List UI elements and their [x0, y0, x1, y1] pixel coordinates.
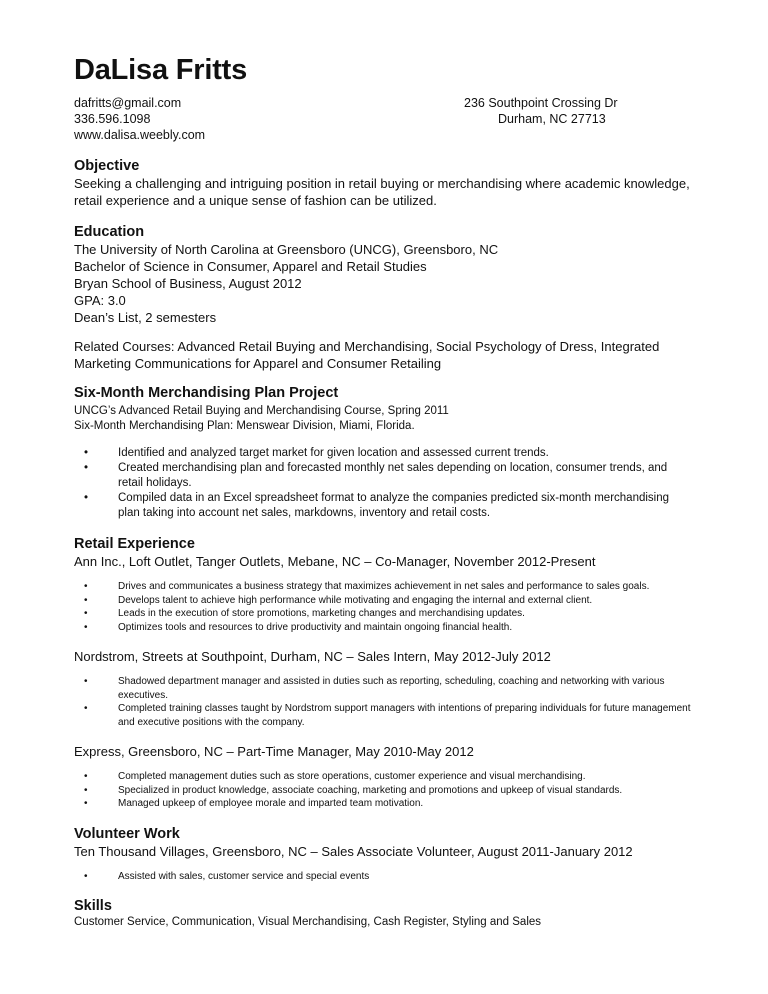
- education-line: The University of North Carolina at Greensboro (UNCG), Greensboro, NC: [74, 242, 499, 257]
- education-lines: [74, 241, 692, 326]
- list-item: [74, 784, 692, 798]
- list-item: [74, 491, 692, 521]
- retail-heading: Retail Experience: [74, 536, 195, 552]
- email-text: dafritts@gmail.com: [74, 96, 182, 110]
- education-section: [74, 223, 692, 372]
- list-item: [74, 870, 692, 884]
- bullet-icon: •: [84, 703, 88, 714]
- list-item: [74, 770, 692, 784]
- bullet-text: Develops talent to achieve high performance while motivating and engaging the internal and external client.: [118, 594, 593, 606]
- list-item: [74, 594, 692, 608]
- bullet-text: Managed upkeep of employee morale and imparted team motivation.: [118, 798, 424, 809]
- education-heading: Education: [74, 224, 145, 240]
- job-title: Express, Greensboro, NC – Part-Time Manager, May 2010-May 2012: [74, 744, 474, 759]
- list-item: [74, 461, 692, 491]
- bullet-text: Compiled data in an Excel spreadsheet format to analyze the companies predicted six-month merchandising plan taking into account net sales, markdowns, inventory and retail costs.: [118, 492, 670, 519]
- bullet-icon: •: [84, 608, 88, 619]
- list-item: [74, 621, 692, 635]
- bullet-icon: •: [84, 676, 88, 687]
- contact-block: [74, 95, 692, 147]
- job-bullets: [74, 580, 692, 634]
- bullet-text: Optimizes tools and resources to drive productivity and maintain ongoing financial health.: [118, 621, 513, 633]
- bullet-text: Specialized in product knowledge, associate coaching, marketing and promotions and upkeep of visual standards.: [118, 784, 623, 796]
- volunteer-bullets: [74, 870, 692, 884]
- bullet-icon: •: [84, 784, 88, 796]
- list-item: [74, 580, 692, 594]
- education-line: Bachelor of Science in Consumer, Apparel and Retail Studies: [74, 259, 427, 274]
- candidate-name: DaLisa Fritts: [74, 54, 248, 86]
- list-item: [74, 607, 692, 621]
- bullet-text: Drives and communicates a business strategy that maximizes achievement in net sales and performance to sales goals.: [118, 581, 650, 592]
- objective-heading: Objective: [74, 158, 140, 174]
- education-line: Bryan School of Business, August 2012: [74, 276, 302, 291]
- project-bullets: [74, 446, 692, 521]
- project-heading: Six-Month Merchandising Plan Project: [74, 385, 339, 401]
- volunteer-heading: Volunteer Work: [74, 825, 180, 842]
- bullet-text: Completed management duties such as store operations, customer experience and visual merchandising.: [118, 771, 586, 782]
- phone-text: 336.596.1098: [74, 112, 151, 126]
- bullet-text: Assisted with sales, customer service and special events: [118, 870, 370, 882]
- bullet-icon: •: [84, 581, 88, 592]
- contact-left: [74, 95, 205, 143]
- bullet-icon: •: [84, 798, 88, 809]
- bullet-text: Created merchandising plan and forecasted monthly net sales depending on location, consumer trends, and retail holidays.: [118, 462, 668, 489]
- list-item: [74, 702, 692, 729]
- address-line2: Durham, NC 27713: [498, 112, 606, 126]
- bullet-icon: •: [84, 870, 88, 882]
- resume-page: [74, 52, 692, 930]
- list-item: [74, 446, 692, 461]
- bullet-text: Leads in the execution of store promotions, marketing changes and merchandising updates.: [118, 608, 525, 619]
- bullet-icon: •: [84, 594, 88, 606]
- bullet-icon: •: [84, 462, 89, 474]
- job-title: Ann Inc., Loft Outlet, Tanger Outlets, Mebane, NC – Co-Manager, November 2012-Present: [74, 554, 596, 569]
- skills-section: [74, 897, 692, 930]
- skills-text: Customer Service, Communication, Visual Merchandising, Cash Register, Styling and Sales: [74, 916, 542, 928]
- volunteer-title: Ten Thousand Villages, Greensboro, NC – Sales Associate Volunteer, August 2011-January 2012: [74, 843, 633, 859]
- related-courses: Related Courses: Advanced Retail Buying and Merchandising, Social Psychology of Dress, Integrated Marketing Communications for Apparel and Consumer Retailing: [74, 339, 660, 371]
- address-line1: 236 Southpoint Crossing Dr: [464, 96, 618, 110]
- job-bullets: [74, 770, 692, 811]
- education-line: GPA: 3.0: [74, 293, 126, 308]
- objective-section: [74, 157, 692, 209]
- bullet-icon: •: [84, 447, 89, 459]
- bullet-icon: •: [84, 771, 88, 782]
- education-line: Dean’s List, 2 semesters: [74, 310, 217, 325]
- retail-section: [74, 535, 692, 811]
- objective-text: Seeking a challenging and intriguing position in retail buying or merchandising where academic knowledge, retail experience and a unique sense of fashion can be utilized.: [74, 176, 690, 208]
- list-item: [74, 675, 692, 702]
- bullet-icon: •: [84, 621, 88, 633]
- volunteer-section: [74, 825, 692, 884]
- website-text: www.dalisa.weebly.com: [74, 128, 206, 142]
- bullet-text: Completed training classes taught by Nordstrom support managers with intentions of preparing individuals for future management and executive positions with the company.: [118, 703, 691, 728]
- project-section: [74, 384, 692, 521]
- list-item: [74, 797, 692, 811]
- job-title: Nordstrom, Streets at Southpoint, Durham, NC – Sales Intern, May 2012-July 2012: [74, 649, 551, 664]
- skills-heading: Skills: [74, 898, 112, 914]
- project-subtitle: UNCG’s Advanced Retail Buying and Merchandising Course, Spring 2011: [74, 405, 449, 417]
- bullet-icon: •: [84, 492, 89, 504]
- job-bullets: [74, 675, 692, 729]
- contact-right: [464, 95, 618, 127]
- bullet-text: Shadowed department manager and assisted in duties such as reporting, scheduling, coaching and networking with various executives.: [118, 676, 665, 701]
- bullet-text: Identified and analyzed target market for given location and assessed current trends.: [118, 447, 549, 459]
- project-subtitle: Six-Month Merchandising Plan: Menswear Division, Miami, Florida.: [74, 420, 415, 432]
